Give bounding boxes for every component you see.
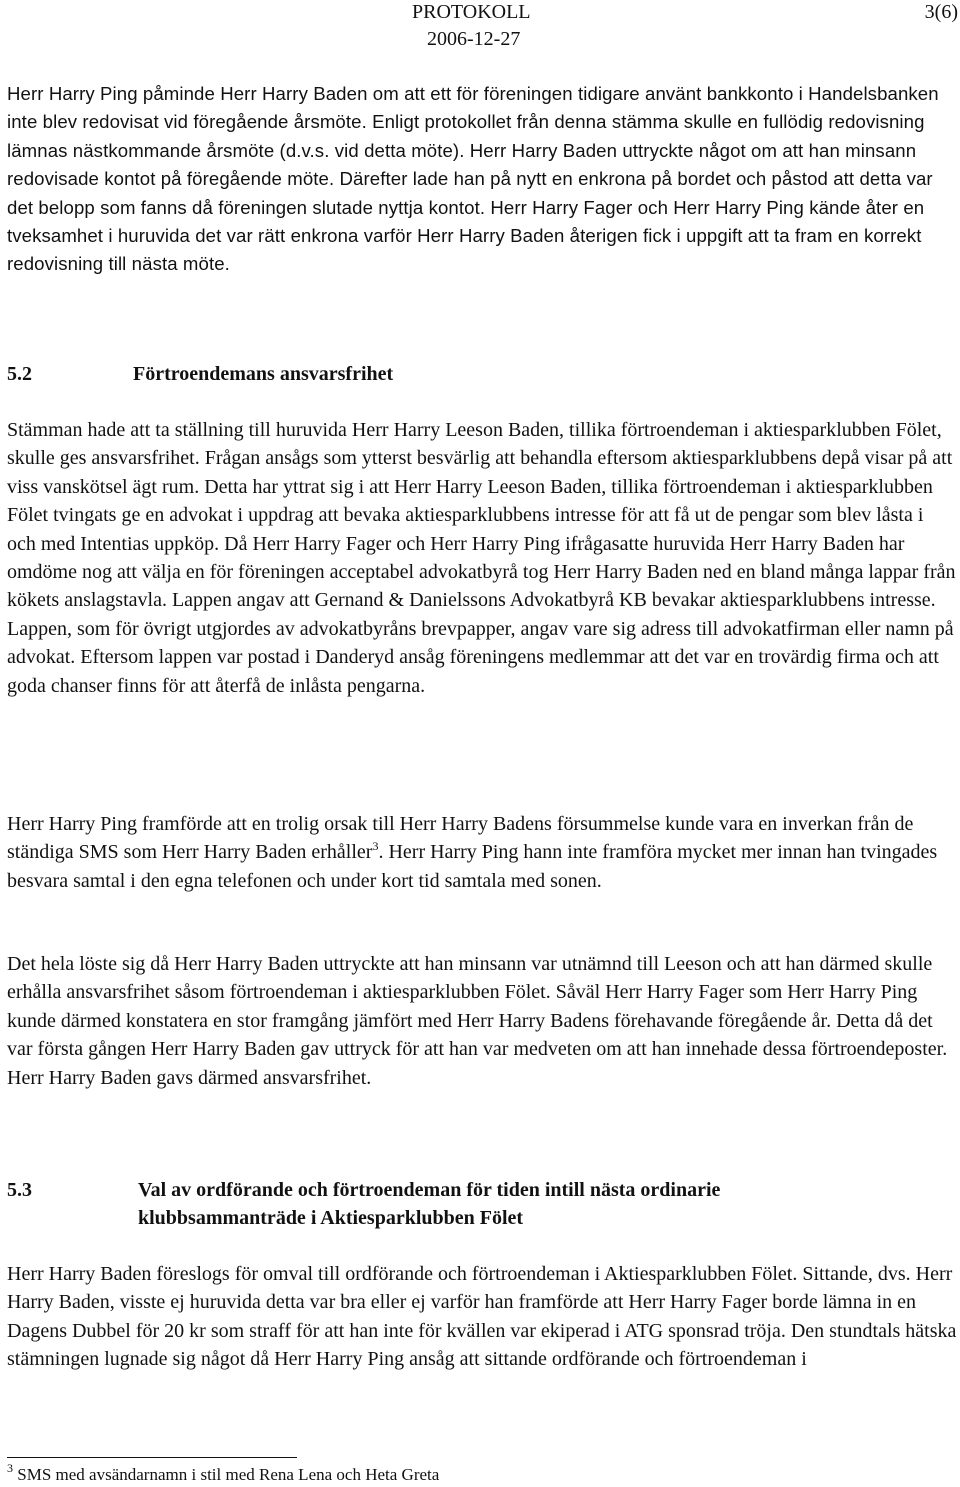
footnote [7,1461,440,1486]
section-title-line-1: Val av ordförande och förtroendeman för tiden intill nästa ordinarie [138,1179,721,1201]
paragraph-text: . Herr Harry Ping hann inte framföra mycket mer innan han tvingades besvara samtal i den egna telefonen och under kort tid samtala med sonen. [7,841,938,892]
paragraph-chairman-election: Herr Harry Baden föreslogs för omval till ordförande och förtroendeman i Aktiesparklubben Fölet. Sittande, dvs. Herr Harry Baden, visste ej huruvida detta var bra eller ej varför han framförde att Herr Harry Fager borde lämna in en Dagens Dubbel för 20 kr som straff för att han inte för kvällen var ekiperad i ATG sponsrad tröja. Den stundtals hätska stämningen lugnade sig något då Herr Harry Ping ansåg att sittande ordförande och förtroendeman i [7,1263,957,1371]
paragraph-discharge-question: Stämman hade att ta ställning till huruvida Herr Harry Leeson Baden, tillika förtroendeman i aktiesparklubben Fölet, skulle ges ansvarsfrihet. Frågan ansågs som ytterst besvärlig att behandla eftersom aktiesparklubbens depå visar på att viss vanskötsel ägt rum. Detta har yttrat sig i att Herr Harry Leeson Baden, tillika förtroendeman i aktiesparklubben Fölet tvingats ge en advokat i uppdrag att bevaka aktiesparklubbens intresse för att få ut de pengar som blev låsta i och med Intentias uppköp. Då Herr Harry Fager och Herr Harry Ping ifrågasatte huruvida Herr Harry Baden har omdöme nog att välja en för föreningen acceptabel advokatbyrå tog Herr Harry Baden ned en bland många lappar från kökets anslagstavla. Lappen angav att Gernand & Danielssons Advokatbyrå KB bevakar aktiesparklubbens intresse. Lappen, som för övrigt utgjordes av advokatbyråns brevpapper, angav vare sig adress till advokatfirman eller namn på advokat. Eftersom lappen var postad i Danderyd ansåg föreningens medlemmar att det var en trovärdig firma och att goda chanser finns för att återfå de inlåsta pengarna. [7,419,956,697]
section-heading-5-3 [7,1176,957,1236]
paragraph-bank-account: Herr Harry Ping påminde Herr Harry Baden om att ett för föreningen tidigare använt bankkonto i Handelsbanken inte blev redovisat vid föregående årsmöte. Enligt protokollet från denna stämma skulle en fullödig redovisning lämnas nästkommande årsmöte (d.v.s. vid detta möte). Herr Harry Baden uttryckte något om att han minsann redovisade kontot på föregående möte. Därefter lade han på nytt en enkrona på bordet och påstod att detta var det belopp som fanns då föreningen slutade nyttja kontot. Herr Harry Fager och Herr Harry Ping kände åter en tveksamhet i huruvida det var rätt enkrona varför Herr Harry Baden återigen fick i uppgift att ta fram en korrekt redovisning till nästa möte. [7,83,939,275]
footnote-divider [7,1457,297,1458]
paragraph-discharge-granted: Det hela löste sig då Herr Harry Baden uttryckte att han minsann var utnämnd till Leeson och att han därmed skulle erhålla ansvarsfrihet såsom förtroendeman i aktiesparklubben Fölet. Såväl Herr Harry Fager som Herr Harry Ping kunde därmed konstatera en stor framgång jämfört med Herr Harry Badens förehavande föregående år. Detta då det var första gången Herr Harry Baden gav uttryck för att han var medveten om att han innehade dessa förtroendeposter. Herr Harry Baden gavs därmed ansvarsfrihet. [7,953,948,1089]
document-date: 2006-12-27 [427,28,521,50]
section-title-line-2: klubbsammanträde i Aktiesparklubben Fölet [138,1207,524,1230]
page-number: 3(6) [924,1,958,23]
page-header [0,0,960,52]
footnote-text: SMS med avsändarnamn i stil med Rena Lena och Heta Greta [17,1465,440,1484]
section-title: Förtroendemans ansvarsfrihet [133,363,394,385]
section-number: 5.2 [7,363,32,385]
document-title: PROTOKOLL [412,1,531,23]
paragraph-text: Herr Harry Ping framförde att en trolig orsak till Herr Harry Badens försummelse kunde vara en inverkan från de ständiga SMS som Herr Harry Baden erhåller [7,813,914,864]
paragraph-sms-influence [7,810,957,895]
footnote-number: 3 [7,1461,13,1475]
section-number: 5.3 [7,1179,32,1201]
footnote-reference: 3 [372,839,379,854]
